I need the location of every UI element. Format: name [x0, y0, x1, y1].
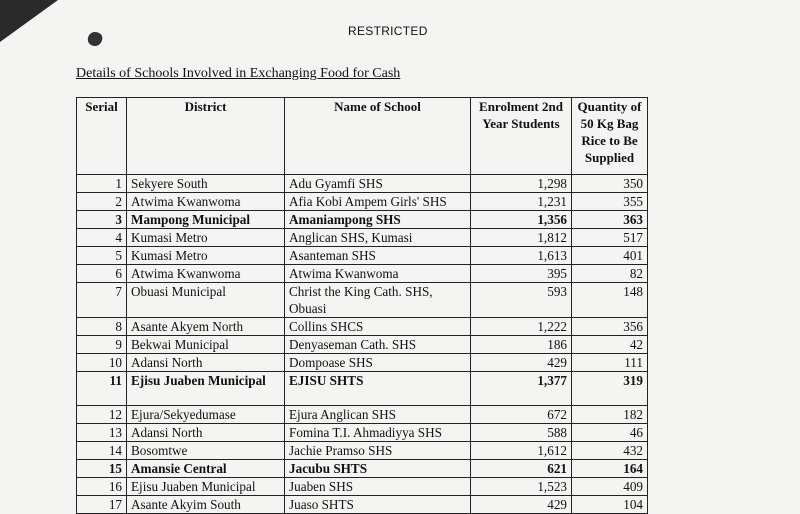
quantity-cell: 517 [572, 229, 648, 247]
column-header-district: District [127, 98, 285, 175]
enrolment-cell: 588 [471, 424, 572, 442]
serial-cell: 13 [77, 424, 127, 442]
school-cell: Amaniampong SHS [285, 211, 471, 229]
school-cell: Jacubu SHTS [285, 460, 471, 478]
school-cell: Fomina T.I. Ahmadiyya SHS [285, 424, 471, 442]
enrolment-cell: 672 [471, 406, 572, 424]
quantity-cell: 350 [572, 175, 648, 193]
enrolment-cell: 1,298 [471, 175, 572, 193]
quantity-cell: 46 [572, 424, 648, 442]
school-cell: Jachie Pramso SHS [285, 442, 471, 460]
serial-cell: 8 [77, 318, 127, 336]
school-cell: Afia Kobi Ampem Girls' SHS [285, 193, 471, 211]
table-row [77, 406, 648, 424]
table-row [77, 442, 648, 460]
table-row [77, 265, 648, 283]
school-cell: Dompoase SHS [285, 354, 471, 372]
serial-cell: 15 [77, 460, 127, 478]
table-row [77, 283, 648, 318]
quantity-cell: 356 [572, 318, 648, 336]
quantity-cell: 401 [572, 247, 648, 265]
district-cell: Adansi North [127, 424, 285, 442]
quantity-cell: 432 [572, 442, 648, 460]
district-cell: Bosomtwe [127, 442, 285, 460]
serial-cell: 17 [77, 496, 127, 514]
district-cell: Sekyere South [127, 175, 285, 193]
quantity-cell: 82 [572, 265, 648, 283]
district-cell: Ejisu Juaben Municipal [127, 478, 285, 496]
school-cell: Atwima Kwanwoma [285, 265, 471, 283]
district-cell: Ejisu Juaben Municipal [127, 372, 285, 406]
quantity-cell: 148 [572, 283, 648, 318]
serial-cell: 3 [77, 211, 127, 229]
enrolment-cell: 395 [471, 265, 572, 283]
quantity-cell: 164 [572, 460, 648, 478]
district-cell: Asante Akyim South [127, 496, 285, 514]
school-cell: Adu Gyamfi SHS [285, 175, 471, 193]
school-cell: Collins SHCS [285, 318, 471, 336]
enrolment-cell: 1,523 [471, 478, 572, 496]
quantity-cell: 319 [572, 372, 648, 406]
enrolment-cell: 1,612 [471, 442, 572, 460]
quantity-cell: 363 [572, 211, 648, 229]
school-cell: Christ the King Cath. SHS, Obuasi [285, 283, 471, 318]
serial-cell: 11 [77, 372, 127, 406]
column-header-enrolment: Enrolment 2nd Year Students [471, 98, 572, 175]
quantity-cell: 42 [572, 336, 648, 354]
school-cell: Juaben SHS [285, 478, 471, 496]
serial-cell: 14 [77, 442, 127, 460]
enrolment-cell: 186 [471, 336, 572, 354]
serial-cell: 1 [77, 175, 127, 193]
serial-cell: 12 [77, 406, 127, 424]
restricted-header: RESTRICTED [348, 24, 428, 38]
serial-cell: 9 [77, 336, 127, 354]
quantity-cell: 182 [572, 406, 648, 424]
table-row [77, 424, 648, 442]
enrolment-cell: 593 [471, 283, 572, 318]
enrolment-cell: 1,812 [471, 229, 572, 247]
serial-cell: 10 [77, 354, 127, 372]
quantity-cell: 104 [572, 496, 648, 514]
table-row [77, 496, 648, 514]
serial-cell: 6 [77, 265, 127, 283]
column-header-quantity: Quantity of 50 Kg Bag Rice to Be Supplied [572, 98, 648, 175]
table-row [77, 478, 648, 496]
serial-cell: 16 [77, 478, 127, 496]
schools-table [76, 97, 648, 514]
quantity-cell: 355 [572, 193, 648, 211]
enrolment-cell: 429 [471, 496, 572, 514]
table-header-row [77, 98, 648, 175]
table-row [77, 460, 648, 478]
district-cell: Adansi North [127, 354, 285, 372]
school-cell: Juaso SHTS [285, 496, 471, 514]
serial-cell: 5 [77, 247, 127, 265]
school-cell: EJISU SHTS [285, 372, 471, 406]
punch-hole-mark [86, 30, 104, 48]
district-cell: Mampong Municipal [127, 211, 285, 229]
serial-cell: 2 [77, 193, 127, 211]
table-row [77, 193, 648, 211]
enrolment-cell: 1,222 [471, 318, 572, 336]
school-cell: Asanteman SHS [285, 247, 471, 265]
table-row [77, 336, 648, 354]
school-cell: Denyaseman Cath. SHS [285, 336, 471, 354]
quantity-cell: 111 [572, 354, 648, 372]
district-cell: Kumasi Metro [127, 229, 285, 247]
school-cell: Anglican SHS, Kumasi [285, 229, 471, 247]
table-row [77, 318, 648, 336]
enrolment-cell: 621 [471, 460, 572, 478]
enrolment-cell: 429 [471, 354, 572, 372]
district-cell: Obuasi Municipal [127, 283, 285, 318]
column-header-serial: Serial [77, 98, 127, 175]
table-row [77, 354, 648, 372]
document-subtitle: Details of Schools Involved in Exchanging Food for Cash [76, 66, 401, 81]
scan-corner-shadow [0, 0, 58, 42]
table-row [77, 229, 648, 247]
district-cell: Atwima Kwanwoma [127, 265, 285, 283]
district-cell: Amansie Central [127, 460, 285, 478]
district-cell: Atwima Kwanwoma [127, 193, 285, 211]
column-header-school: Name of School [285, 98, 471, 175]
serial-cell: 7 [77, 283, 127, 318]
table-row [77, 247, 648, 265]
serial-cell: 4 [77, 229, 127, 247]
enrolment-cell: 1,377 [471, 372, 572, 406]
enrolment-cell: 1,613 [471, 247, 572, 265]
district-cell: Asante Akyem North [127, 318, 285, 336]
quantity-cell: 409 [572, 478, 648, 496]
table-row [77, 211, 648, 229]
district-cell: Kumasi Metro [127, 247, 285, 265]
table-row [77, 175, 648, 193]
table-row [77, 372, 648, 406]
district-cell: Ejura/Sekyedumase [127, 406, 285, 424]
enrolment-cell: 1,231 [471, 193, 572, 211]
enrolment-cell: 1,356 [471, 211, 572, 229]
district-cell: Bekwai Municipal [127, 336, 285, 354]
school-cell: Ejura Anglican SHS [285, 406, 471, 424]
